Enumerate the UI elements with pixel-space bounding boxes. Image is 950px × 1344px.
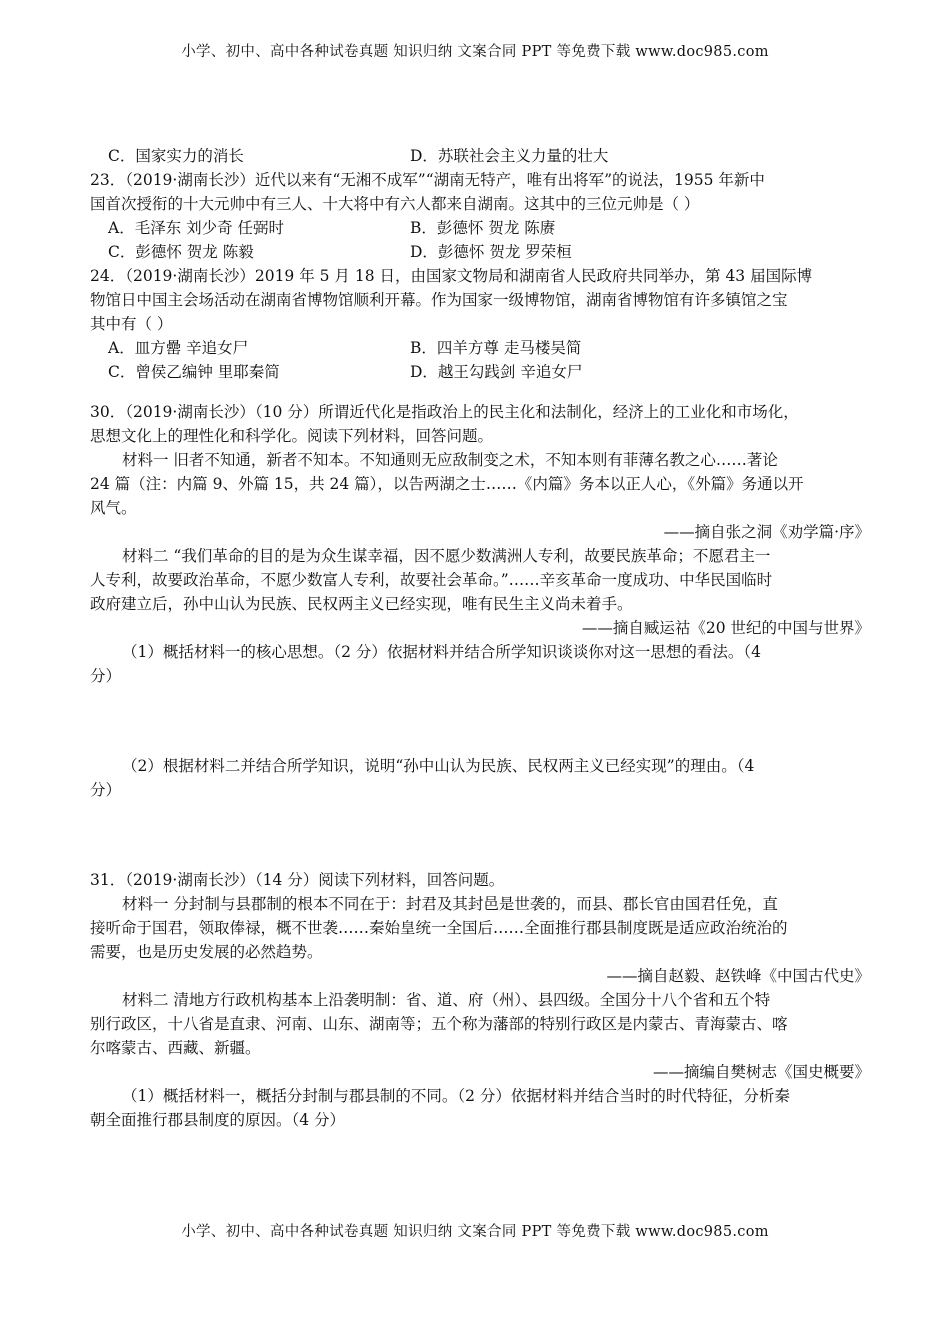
q31-sub1-line1: （1）概括材料一，概括分封制与郡县制的不同。（2 分）依据材料并结合当时的时代特征，分析秦 (122, 1087, 790, 1105)
q31-material2-source: ——摘编自樊树志《国史概要》 (652, 1063, 870, 1081)
q23-stem-line2: 国首次授衔的十大元帅中有三人、十大将中有六人都来自湖南。这其中的三位元帅是（ ） (90, 195, 700, 213)
q30-sub2-answer-space[interactable] (90, 802, 870, 868)
q30-sub1-line1: （1）概括材料一的核心思想。（2 分）依据材料并结合所学知识谈谈你对这一思想的看法。（4 (122, 643, 762, 661)
q30-sub1-answer-space[interactable] (90, 688, 870, 754)
q23-option-b: B．彭德怀 贺龙 陈赓 (410, 219, 556, 237)
q31-material2-line3: 尔喀蒙古、西藏、新疆。 (90, 1039, 261, 1057)
q30-sub1-line2: 分） (90, 667, 122, 685)
q24-option-b: B．四羊方尊 走马楼吴简 (410, 339, 582, 357)
q24-option-c: C．曾侯乙编钟 里耶秦简 (108, 363, 280, 381)
q24-options-cd (90, 360, 870, 384)
q23-option-a: A．毛泽东 刘少奇 任弼时 (108, 219, 285, 237)
q30-material1-source: ——摘自张之洞《劝学篇·序》 (663, 523, 870, 541)
q24-stem-line1: 24．（2019·湖南长沙）2019 年 5 月 18 日，由国家文物局和湖南省人民政府共同举办，第 43 届国际博 (90, 267, 813, 285)
q31-material1-line3: 需要，也是历史发展的必然趋势。 (90, 943, 323, 961)
q24-stem-line3: 其中有（ ） (90, 315, 173, 333)
q22-options (90, 144, 870, 168)
q23-option-c: C．彭德怀 贺龙 陈毅 (108, 243, 254, 261)
q24-options-ab (90, 336, 870, 360)
q30-sub2-line1: （2）根据材料二并结合所学知识，说明“孙中山认为民族、民权两主义已经实现”的理由。（4 (122, 757, 755, 775)
q24-option-d: D．越王勾践剑 辛追女尸 (410, 363, 583, 381)
q31-material1-line2: 接听命于国君，领取俸禄，概不世袭……秦始皇统一全国后……全面推行郡县制度既是适应政治统治的 (90, 919, 788, 937)
q30-stem-line1: 30．（2019·湖南长沙）（10 分）所谓近代化是指政治上的民主化和法制化，经济上的工业化和市场化， (90, 403, 799, 421)
q22-option-c: C．国家实力的消长 (108, 147, 244, 165)
q23-options-ab (90, 216, 870, 240)
q23-stem-line1: 23．（2019·湖南长沙）近代以来有“无湘不成军”“湖南无特产，唯有出将军”的说法，1955 年新中 (90, 171, 765, 189)
exam-content (90, 144, 870, 1132)
q30-material2-line3: 政府建立后，孙中山认为民族、民权两主义已经实现，唯有民生主义尚未着手。 (90, 595, 633, 613)
q30-sub2-line2: 分） (90, 781, 122, 799)
q30-material1-line1: 材料一 旧者不知通，新者不知本。不知通则无应敌制变之术，不知本则有菲薄名教之心……著论 (122, 451, 778, 469)
page-footer: 小学、初中、高中各种试卷真题 知识归纳 文案合同 PPT 等免费下载 www.doc985.com (181, 1224, 769, 1240)
q24-option-a: A．皿方罍 辛追女尸 (108, 339, 249, 357)
q30-material1-line2: 24 篇（注：内篇 9、外篇 15，共 24 篇），以告两湖之士……《内篇》务本以正人心，《外篇》务通以开 (90, 475, 804, 493)
q30-material2-line2: 人专利，故要政治革命，不愿少数富人专利，故要社会革命。”……辛亥革命一度成功、中华民国临时 (90, 571, 773, 589)
q31-material2-line2: 别行政区，十八省是直隶、河南、山东、湖南等；五个称为藩部的特别行政区是内蒙古、青海蒙古、喀 (90, 1015, 788, 1033)
q22-option-d: D．苏联社会主义力量的壮大 (410, 147, 609, 165)
q30-material2-line1: 材料二 “我们革命的目的是为众生谋幸福，因不愿少数满洲人专利，故要民族革命；不愿君主一 (122, 547, 771, 565)
q31-stem-line1: 31．（2019·湖南长沙）（14 分）阅读下列材料，回答问题。 (90, 871, 505, 889)
q31-material2-line1: 材料二 清地方行政机构基本上沿袭明制：省、道、府（州）、县四级。全国分十八个省和五个特 (122, 991, 771, 1009)
q30-material2-source: ——摘自臧运祜《20 世纪的中国与世界》 (581, 619, 870, 637)
q23-options-cd (90, 240, 870, 264)
page-header: 小学、初中、高中各种试卷真题 知识归纳 文案合同 PPT 等免费下载 www.doc985.com (181, 44, 769, 60)
q30-material1-line3: 风气。 (90, 499, 137, 517)
q31-sub1-line2: 朝全面推行郡县制度的原因。（4 分） (90, 1111, 346, 1129)
q31-material1-source: ——摘自赵毅、赵铁峰《中国古代史》 (606, 967, 870, 985)
q30-stem-line2: 思想文化上的理性化和科学化。阅读下列材料，回答问题。 (90, 427, 494, 445)
q23-option-d: D．彭德怀 贺龙 罗荣桓 (410, 243, 572, 261)
q31-material1-line1: 材料一 分封制与县郡制的根本不同在于：封君及其封邑是世袭的，而县、郡长官由国君任免，直 (122, 895, 778, 913)
q24-stem-line2: 物馆日中国主会场活动在湖南省博物馆顺利开幕。作为国家一级博物馆，湖南省博物馆有许多镇馆之宝 (90, 291, 788, 309)
